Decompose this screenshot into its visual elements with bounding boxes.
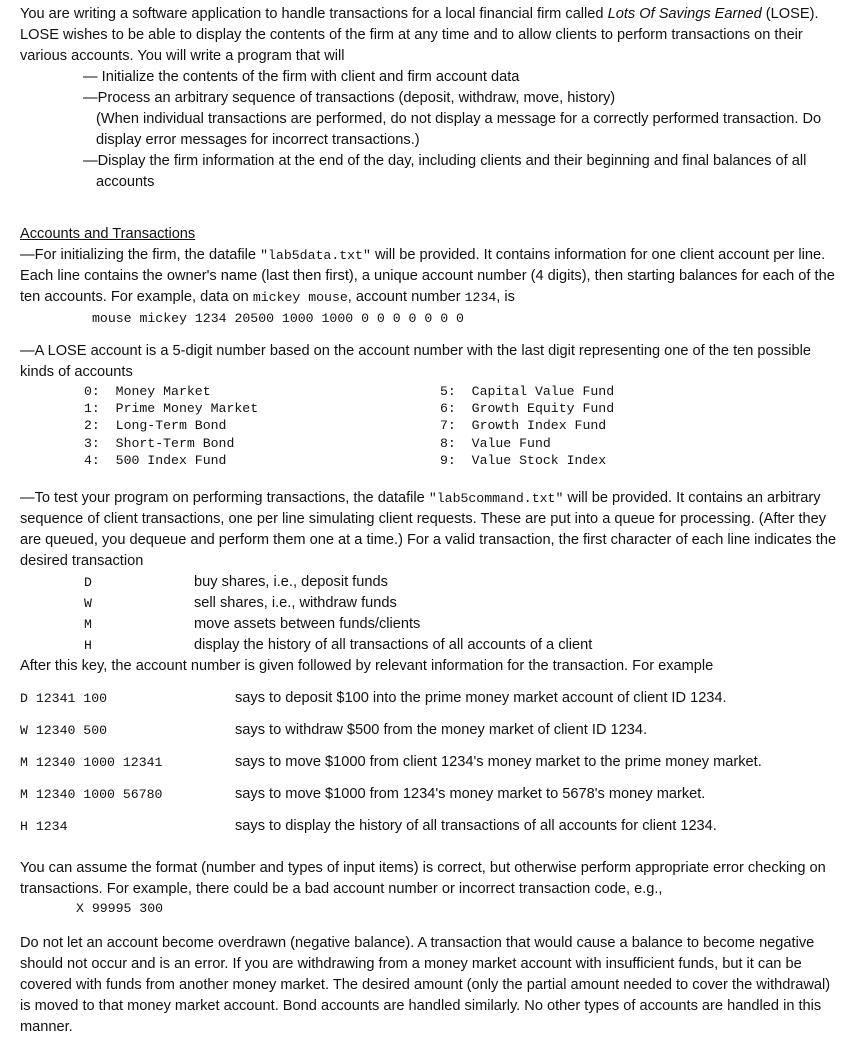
acct-example: 1234 (464, 290, 497, 305)
intro-bullets (83, 67, 839, 193)
example-row (20, 720, 839, 752)
code-key: H (84, 637, 92, 653)
firm-name: Lots Of Savings Earned (607, 6, 762, 22)
bullet-process-note: (When individual transactions are performed, do not display a message for a correctly performed transaction. Do display error messages for incorrect transactions.) (96, 111, 822, 148)
code-row (20, 593, 839, 614)
account-kinds-paragraph: —A LOSE account is a 5-digit number based on the account number with the last digit representing one of the ten possible kinds of accounts (20, 343, 811, 380)
intro-text-b: (LOSE). LOSE wishes to be able to display the contents of the firm at any time and to allow clients to perform transactions on their various accounts. You will write a program that will (20, 6, 819, 64)
account-kinds-left (84, 383, 440, 469)
account-kinds-right (440, 383, 796, 469)
code-row (20, 614, 839, 635)
account-kind: 4: 500 Index Fund (84, 452, 227, 468)
intro-paragraph (20, 4, 839, 67)
example-command: W 12340 500 (20, 722, 108, 738)
transactions-text-b: will be provided. It contains an arbitrary sequence of client transactions, one per line simulating client requests. These are put into a queue for processing. (After they are queued, you dequeue and perform them one at a time.) For a valid transaction, the first character of each line indicates the desired transaction (20, 489, 837, 569)
accounts-text-a: —For initializing the firm, the datafile (20, 247, 261, 263)
accounts-text-d: , is (496, 289, 515, 305)
example-command: H 1234 (20, 818, 68, 834)
example-desc: says to withdraw $500 from the money market of client ID 1234. (235, 721, 648, 738)
account-kind: 3: Short-Term Bond (84, 435, 235, 451)
name-example: mickey mouse (252, 290, 348, 305)
code-desc: move assets between funds/clients (194, 615, 421, 632)
transaction-codes (20, 572, 839, 656)
example-row (20, 784, 839, 816)
intro-text-a: You are writing a software application to handle transactions for a local financial firm called (20, 6, 608, 22)
bullet-display-text: —Display the firm information at the end of the day, including clients and their beginning and final balances of all accounts (83, 153, 807, 190)
code-key: D (84, 574, 92, 590)
example-row (20, 752, 839, 784)
transactions-text-a: —To test your program on performing transactions, the datafile (20, 489, 429, 506)
accounts-text-b: will be provided. It contains information for one client account per line. Each line contains the owner's name (last then first), a unique account number (4 digits), then starting balances for each of the ten accounts. For example, data on (20, 247, 835, 305)
example-row (20, 816, 839, 848)
code-key: W (84, 595, 92, 611)
example-command: M 12340 1000 56780 (20, 786, 163, 802)
account-kind: 5: Capital Value Fund (440, 384, 615, 399)
account-kind: 6: Growth Equity Fund (440, 401, 615, 417)
account-kind: 7: Growth Index Fund (440, 418, 607, 434)
code-key: M (84, 616, 92, 632)
code-row (20, 635, 839, 656)
example-command: D 12341 100 (20, 690, 108, 706)
account-kind: 1: Prime Money Market (84, 401, 259, 417)
bullet-process: —Process an arbitrary sequence of transactions (deposit, withdraw, move, history) (83, 90, 616, 106)
example-desc: says to display the history of all transactions of all accounts for client 1234. (235, 817, 717, 834)
code-desc: buy shares, i.e., deposit funds (194, 573, 388, 590)
example-desc: says to deposit $100 into the prime money market account of client ID 1234. (235, 689, 727, 706)
after-key-paragraph: After this key, the account number is given followed by relevant information for the transaction. For example (20, 657, 714, 674)
example-desc: says to move $1000 from 1234's money market to 5678's money market. (235, 785, 706, 802)
account-kind: 9: Value Stock Index (440, 452, 607, 468)
example-command: M 12340 1000 12341 (20, 754, 163, 770)
accounts-text-c: , account number (347, 289, 465, 305)
code-desc: sell shares, i.e., withdraw funds (194, 594, 397, 611)
accounts-paragraph (20, 245, 839, 308)
account-kind: 2: Long-Term Bond (84, 418, 227, 434)
datafile-name: "lab5data.txt" (260, 248, 371, 263)
account-kind: 8: Value Fund (440, 435, 551, 451)
example-desc: says to move $1000 from client 1234's money market to the prime money market. (235, 753, 762, 770)
transactions-paragraph (20, 488, 839, 572)
account-kinds-list (84, 383, 839, 469)
command-file-name: "lab5command.txt" (428, 490, 564, 506)
code-desc: display the history of all transactions of all accounts of a client (194, 636, 593, 653)
bullet-display (83, 151, 839, 193)
data-line-example: mouse mickey 1234 20500 1000 1000 0 0 0 0 0 0 0 (92, 311, 464, 326)
section-heading-accounts: Accounts and Transactions (20, 226, 196, 242)
code-row (20, 572, 839, 593)
account-kind: 0: Money Market (84, 384, 211, 399)
example-row (20, 688, 839, 720)
overdraw-paragraph: Do not let an account become overdrawn (negative balance). A transaction that would cause a balance to become negative should not occur and is an error. If you are withdrawing from a money market account with insufficient funds, but it can be covered with funds from another money market. The desired amount (only the partial amount needed to cover the withdrawal) is moved to that money market account. Bond accounts are handled similarly. No other types of accounts are handled in this manner. (20, 934, 831, 1035)
error-checking-paragraph: You can assume the format (number and types of input items) is correct, but otherwise perform appropriate error checking on transactions. For example, there could be a bad account number or incorrect transaction code, e.g., (20, 859, 826, 897)
bad-transaction-example: X 99995 300 (76, 900, 164, 916)
bullet-initialize: — Initialize the contents of the firm with client and firm account data (83, 69, 520, 85)
transaction-examples (20, 688, 839, 848)
